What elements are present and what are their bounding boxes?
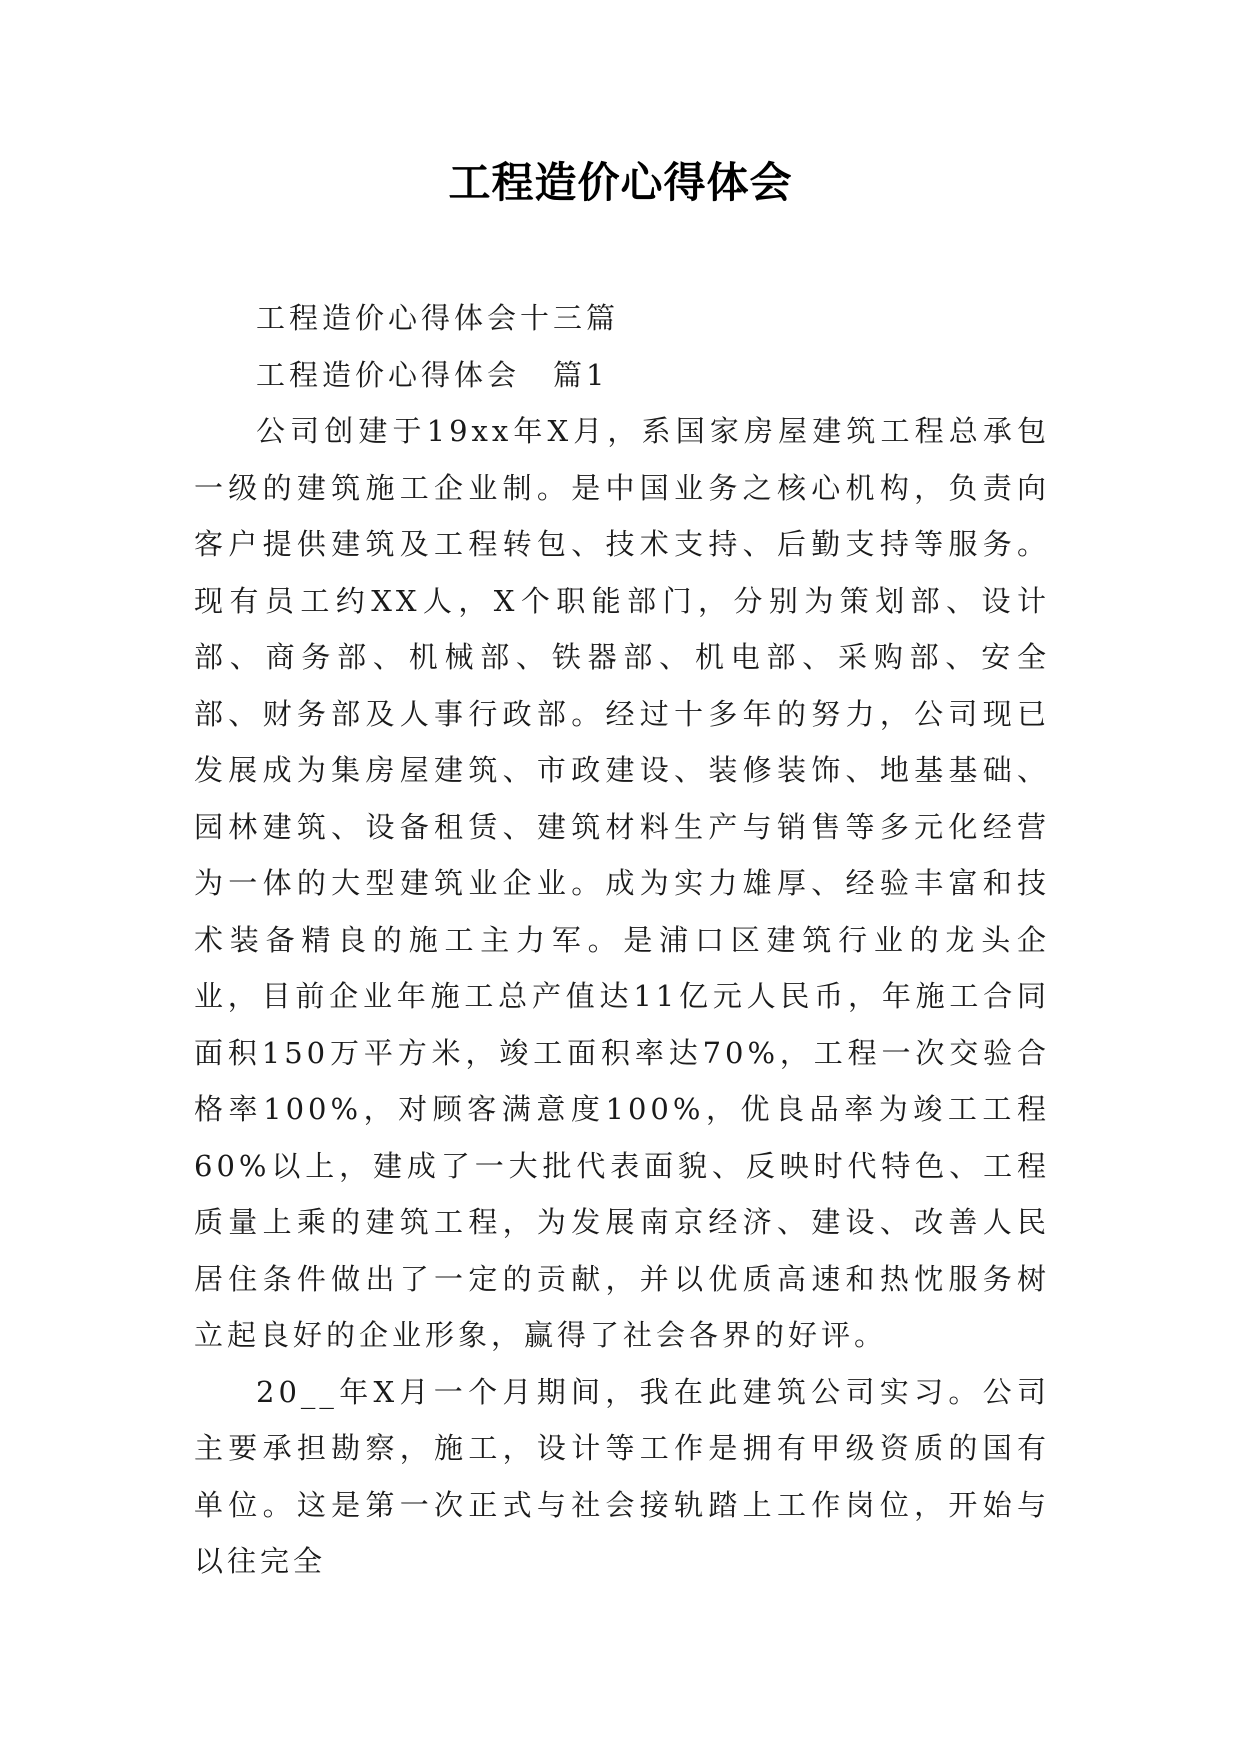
body-paragraph-2: 20__年X月一个月期间，我在此建筑公司实习。公司主要承担勘察，施工，设计等工作是拥有甲级资质的国有单位。这是第一次正式与社会接轨踏上工作岗位，开始与以往完全 [194,1374,1050,1578]
document-body [194,290,1050,1590]
document-title: 工程造价心得体会 [448,158,793,207]
body-paragraph-1: 公司创建于19xx年X月，系国家房屋建筑工程总承包一级的建筑施工企业制。是中国业务之核心机构，负责向客户提供建筑及工程转包、技术支持、后勤支持等服务。现有员工约XX人，X个职能部门，分别为策划部、设计部、商务部、机械部、铁器部、机电部、采购部、安全部、财务部及人事行政部。经过十多年的努力，公司现已发展成为集房屋建筑、市政建设、装修装饰、地基基础、园林建筑、设备租赁、建筑材料生产与销售等多元化经营为一体的大型建筑业企业。成为实力雄厚、经验丰富和技术装备精良的施工主力军。是浦口区建筑行业的龙头企业，目前企业年施工总产值达11亿元人民币，年施工合同面积150万平方米，竣工面积率达70%，工程一次交验合格率100%，对顾客满意度100%，优良品率为竣工工程60%以上，建成了一大批代表面貌、反映时代特色、工程质量上乘的建筑工程，为发展南京经济、建设、改善人民居住条件做出了一定的贡献，并以优质高速和热忱服务树立起良好的企业形象，赢得了社会各界的好评。 [194,414,1050,1352]
section-heading: 工程造价心得体会 篇1 [256,357,609,392]
document-subtitle: 工程造价心得体会十三篇 [256,301,620,335]
